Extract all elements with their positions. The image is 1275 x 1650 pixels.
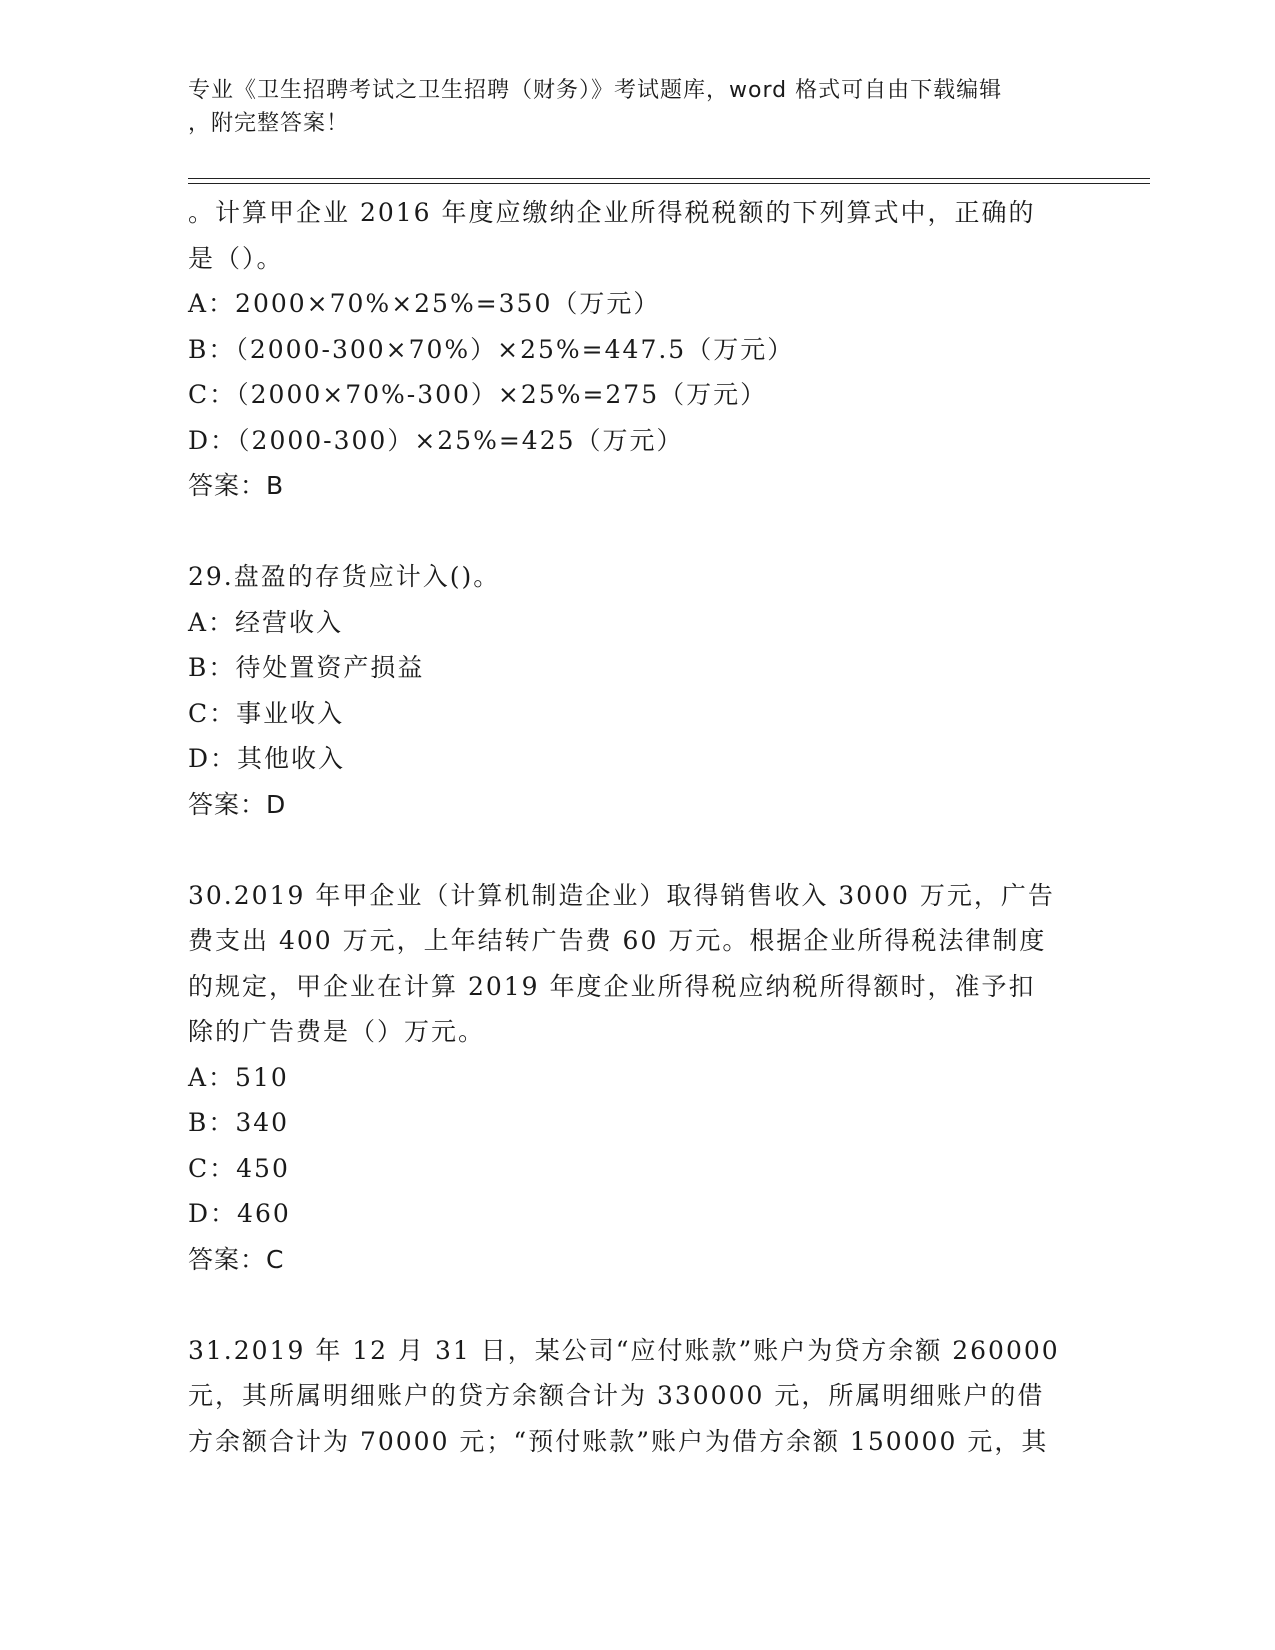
header-rule-bottom — [188, 183, 1150, 184]
question-29 — [188, 554, 1068, 827]
option-c: C：（2000×70%-300）×25%=275（万元） — [188, 380, 768, 409]
option-a: A：2000×70%×25%=350（万元） — [188, 289, 661, 318]
header-rule-top — [188, 178, 1150, 179]
question-stem-line: 是（）。 — [188, 243, 284, 273]
header-line-1: 专业《卫生招聘考试之卫生招聘（财务）》考试题库，word 格式可自由下载编辑 — [188, 78, 1003, 103]
answer-line: 答案：C — [188, 1244, 285, 1274]
question-stem-line: 的规定，甲企业在计算 2019 年度企业所得税应纳税所得额时，准予扣 — [188, 971, 1036, 1001]
question-28 — [188, 190, 1068, 509]
question-stem-line: 费支出 400 万元，上年结转广告费 60 万元。根据企业所得税法律制度 — [188, 926, 1047, 955]
question-stem-line: 方余额合计为 70000 元；“预付账款”账户为借方余额 150000 元，其 — [188, 1426, 1049, 1456]
option-a: A：经营收入 — [188, 607, 344, 637]
question-30 — [188, 873, 1068, 1283]
option-a: A：510 — [188, 1062, 289, 1092]
spacer — [188, 1282, 1068, 1328]
question-stem-line: 元，其所属明细账户的贷方余额合计为 330000 元，所属明细账户的借 — [188, 1381, 1045, 1410]
spacer — [188, 827, 1068, 873]
header-line-2: ，附完整答案！ — [188, 111, 350, 136]
option-b: B：340 — [188, 1108, 290, 1137]
question-stem-line: 29.盘盈的存货应计入()。 — [188, 562, 501, 591]
question-stem-line: 30.2019 年甲企业（计算机制造企业）取得销售收入 3000 万元，广告 — [188, 880, 1055, 910]
document-body — [188, 190, 1068, 1464]
document-header — [188, 74, 1068, 140]
option-b: B：（2000-300×70%）×25%=447.5（万元） — [188, 334, 795, 364]
question-31 — [188, 1328, 1068, 1465]
question-stem-line: 31.2019 年 12 月 31 日，某公司“应付账款”账户为贷方余额 260000 — [188, 1335, 1060, 1365]
spacer — [188, 509, 1068, 555]
option-c: C：事业收入 — [188, 698, 345, 728]
option-d: D：（2000-300）×25%=425（万元） — [188, 425, 684, 455]
question-stem-line: 除的广告费是（）万元。 — [188, 1017, 486, 1046]
option-d: D：460 — [188, 1199, 291, 1228]
answer-line: 答案：B — [188, 471, 285, 500]
option-c: C：450 — [188, 1153, 290, 1183]
question-stem-line: 。计算甲企业 2016 年度应缴纳企业所得税税额的下列算式中，正确的 — [188, 198, 1036, 227]
option-b: B：待处置资产损益 — [188, 653, 425, 682]
answer-line: 答案：D — [188, 789, 287, 819]
option-d: D：其他收入 — [188, 744, 346, 773]
